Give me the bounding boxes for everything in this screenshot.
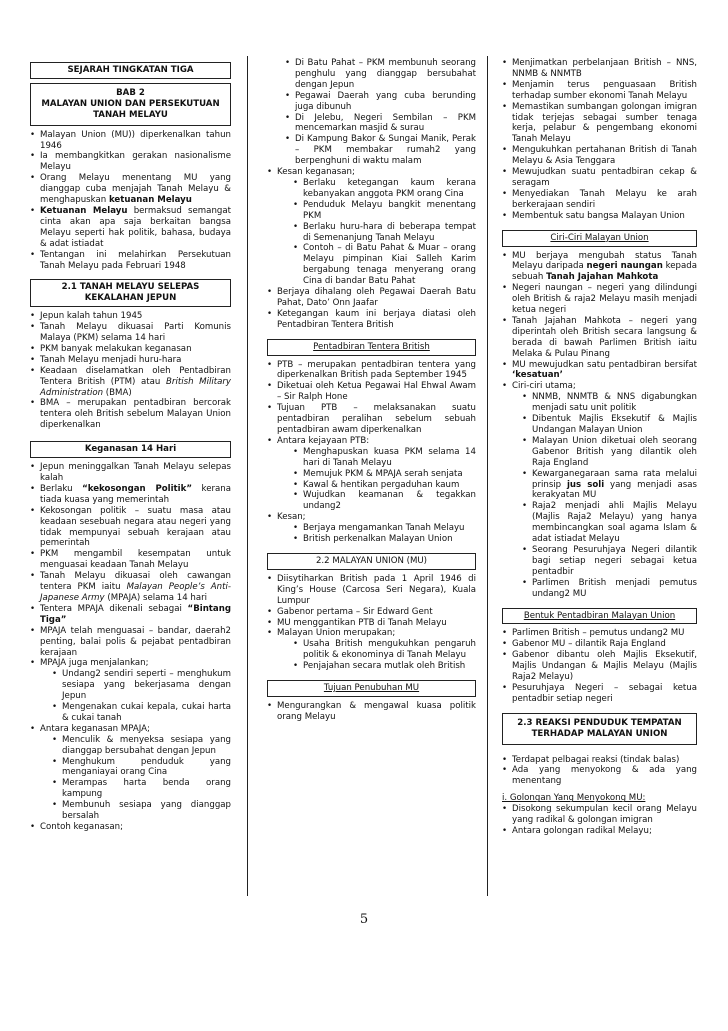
list-item: • Kewarganegaraan sama rata melalui prinsip jus soli yang menjadi asas kerakyatan MU [522, 469, 697, 502]
list-item: • Berjaya mengamankan Tanah Melayu [293, 523, 476, 534]
list-item: • Penduduk Melayu bangkit menentang PKM [293, 200, 476, 222]
keganasan-heading: Keganasan 14 Hari [30, 441, 231, 458]
list-item: • Antara keganasan MPAJA; • Menculik & menyeksa sesiapa yang dianggap bersubahat dengan Jepun • Menghukum penduduk yang menganiayai orang Cina • Merampas harta benda orang kampung • Membunuh sesiapa yang dianggap bersalah [30, 724, 231, 822]
list-item: • Tentangan ini melahirkan Persekutuan Tanah Melayu pada Februari 1948 [30, 250, 231, 272]
list-item: • Kesan keganasan; • Berlaku ketegangan kaum kerana kebanyakan anggota PKM orang Cina • Penduduk Melayu bangkit menentang PKM • Berlaku huru-hara di beberapa tempat di Semenanjung Tanah Melayu • Contoh – di Batu Pahat & Muar – orang Melayu pimpinan Kiai Salleh Karim bergabung tenaga menyerang orang Cina di bandar Batu Pahat [267, 167, 476, 287]
list-item: • Malayan Union merupakan; • Usaha British mengukuhkan pengaruh politik & ekonominya di Tanah Melayu • Penjajahan secara mutlak oleh British [267, 628, 476, 672]
list-item: • MPAJA juga menjalankan; • Undang2 sendiri seperti – menghukum sesiapa yang bekerjasama dengan Jepun • Mengenakan cukai kepala, cukai harta & cukai tanah [30, 658, 231, 723]
list-item: • Tanah Melayu dikuasai oleh cawangan tentera PKM iaitu Malayan People’s Anti-Japanese Army (MPAJA) selama 14 hari [30, 571, 231, 604]
golongan-list [502, 804, 697, 837]
list-item: • Menghukum penduduk yang menganiayai orang Cina [52, 757, 231, 779]
list-item: • Penjajahan secara mutlak oleh British [293, 661, 476, 672]
column-3 [502, 58, 697, 837]
list-item: • Menculik & menyeksa sesiapa yang dianggap bersubahat dengan Jepun [52, 735, 231, 757]
list-item: • Menjamin terus penguasaan British terhadap sumber ekonomi Tanah Melayu [502, 80, 697, 102]
chapter-heading: BAB 2 MALAYAN UNION DAN PERSEKUTUAN TANAH MELAYU [30, 83, 231, 126]
list-item: • Ia membangkitkan gerakan nasionalisme Melayu [30, 151, 231, 173]
list-item: • Gabenor dibantu oleh Majlis Eksekutif, Majlis Undangan & Majlis Melayu (Majlis Raja2 Melayu) [502, 650, 697, 683]
list-item: • Ciri-ciri utama; • NNMB, NNMTB & NNS digabungkan menjadi satu unit politik • Dibentuk Majlis Eksekutif & Majlis Undangan Malayan Union • Malayan Union diketuai oleh seorang Gabenor British yang dilantik oleh Raja England • Kewarganegaraan sama rata melalui prinsip jus soli yang menjadi asas kerakyatan MU • Raja2 menjadi ahli Majlis Melayu (Majlis Raja2 Melayu) yang hanya membincangkan soal agama Islam & adat istiadat Melayu • Seorang Pesuruhjaya Negeri dilantik bagi setiap negeri sebagai ketua pentadbir • Parlimen British menjadi pemutus undang2 MU [502, 381, 697, 599]
list-item: • Tanah Melayu dikuasai Parti Komunis Malaya (PKM) selama 14 hari [30, 322, 231, 344]
list-item: • Parlimen British menjadi pemutus undang2 MU [522, 578, 697, 600]
list-item: • MU berjaya mengubah status Tanah Melayu daripada negeri naungan kepada sebuah Tanah Jajahan Mahkota [502, 251, 697, 284]
list-item: • Seorang Pesuruhjaya Negeri dilantik bagi setiap negeri sebagai ketua pentadbir [522, 545, 697, 578]
list-item: • Mengukuhkan pertahanan British di Tanah Melayu & Asia Tenggara [502, 145, 697, 167]
list-item: • PTB – merupakan pentadbiran tentera yang diperkenalkan British pada September 1945 [267, 360, 476, 382]
section-2-1-heading: 2.1 TANAH MELAYU SELEPAS KEKALAHAN JEPUN [30, 279, 231, 307]
list-item: • Diketuai oleh Ketua Pegawai Hal Ehwal Awam – Sir Ralph Hone [267, 381, 476, 403]
intro-list [30, 130, 231, 272]
list-item: • Membentuk satu bangsa Malayan Union [502, 211, 697, 222]
list-item: • Membunuh sesiapa yang dianggap bersalah [52, 800, 231, 822]
list-item: • Di Jelebu, Negeri Sembilan – PKM mencemarkan masjid & surau [285, 113, 476, 135]
list-item: • Memujuk PKM & MPAJA serah senjata [293, 469, 476, 480]
list-item: • Berlaku “kekosongan Politik” kerana tiada kuasa yang memerintah [30, 484, 231, 506]
list-item: • Mengurangkan & mengawal kuasa politik orang Melayu [267, 701, 476, 723]
golongan-heading: i. Golongan Yang Menyokong MU: [502, 793, 646, 804]
list-item: • Kesan; • Berjaya mengamankan Tanah Melayu • British perkenalkan Malayan Union [267, 512, 476, 545]
examples-list [285, 58, 476, 167]
list-item: • Contoh keganasan; [30, 822, 231, 833]
list-item: • Memastikan sumbangan golongan imigran tidak terjejas sebagai sumber tenaga kerja, pelabur & pengembang ekonomi Tanah Melayu [502, 102, 697, 146]
list-item: • Mengenakan cukai kepala, cukai harta & cukai tanah [52, 702, 231, 724]
sec22-list [267, 574, 476, 672]
column-1 [30, 58, 231, 833]
tujuan-heading: Tujuan Penubuhan MU [267, 680, 476, 697]
list-item: • MU menggantikan PTB di Tanah Melayu [267, 618, 476, 629]
list-item: • Jepun kalah tahun 1945 [30, 311, 231, 322]
sec21-list [30, 311, 231, 431]
tujuan-list [267, 701, 476, 723]
list-item: • Pegawai Daerah yang cuba berunding juga dibunuh [285, 91, 476, 113]
list-item: • PKM banyak melakukan keganasan [30, 344, 231, 355]
list-item: • Antara kejayaan PTB: • Menghapuskan kuasa PKM selama 14 hari di Tanah Melayu • Memujuk PKM & MPAJA serah senjata • Kawal & hentikan pergaduhan kaum • Wujudkan keamanan & tegakkan undang2 [267, 436, 476, 512]
list-item: • Tentera MPAJA dikenali sebagai “Bintang Tiga” [30, 604, 231, 626]
list-item: • Tujuan PTB – melaksanakan suatu pentadbiran peralihan sebelum sebuah pentadbiran awam diperkenalkan [267, 403, 476, 436]
list-item: • Di Batu Pahat – PKM membunuh seorang penghulu yang dianggap bersubahat dengan Jepun [285, 58, 476, 91]
section-2-3-heading: 2.3 REAKSI PENDUDUK TEMPATAN TERHADAP MALAYAN UNION [502, 713, 697, 745]
column-2 [267, 58, 476, 723]
tujuan-cont-list [502, 58, 697, 222]
list-item: • PKM mengambil kesempatan untuk menguasai keadaan Tanah Melayu [30, 549, 231, 571]
list-item: • Merampas harta benda orang kampung [52, 778, 231, 800]
list-item: • Wujudkan keamanan & tegakkan undang2 [293, 490, 476, 512]
column-divider-right [487, 56, 488, 896]
section-2-2-heading: 2.2 MALAYAN UNION (MU) [267, 553, 476, 570]
keganasan-list [30, 462, 231, 833]
list-item: • British perkenalkan Malayan Union [293, 534, 476, 545]
list-item: • BMA – merupakan pentadbiran bercorak tentera oleh British sebelum Malayan Union diperkenalkan [30, 398, 231, 431]
document-title: SEJARAH TINGKATAN TIGA [30, 62, 231, 79]
list-item: • Berjaya dihalang oleh Pegawai Daerah Batu Pahat, Dato’ Onn Jaafar [267, 287, 476, 309]
list-item: • Ketuanan Melayu bermaksud semangat cinta akan apa saja berkaitan bangsa Melayu seperti hak politik, bahasa, budaya & adat istiadat [30, 206, 231, 250]
list-item: • Menjimatkan perbelanjaan British – NNS, NNMB & NNMTB [502, 58, 697, 80]
list-item: • Ketegangan kaum ini berjaya diatasi oleh Pentadbiran Tentera British [267, 309, 476, 331]
list-item: • Raja2 menjadi ahli Majlis Melayu (Majlis Raja2 Melayu) yang hanya membincangkan soal agama Islam & adat istiadat Melayu [522, 501, 697, 545]
ptb-list [267, 360, 476, 545]
list-item: • MPAJA telah menguasai – bandar, daerah2 penting, balai polis & pejabat pentadbiran kerajaan [30, 626, 231, 659]
ciri-heading: Ciri-Ciri Malayan Union [502, 230, 697, 247]
list-item: • Berlaku ketegangan kaum kerana kebanyakan anggota PKM orang Cina [293, 178, 476, 200]
list-item: • Tanah Melayu menjadi huru-hara [30, 355, 231, 366]
list-item: • Menghapuskan kuasa PKM selama 14 hari di Tanah Melayu [293, 447, 476, 469]
page-number: 5 [359, 912, 369, 927]
list-item: • Malayan Union (MU)) diperkenalkan tahun 1946 [30, 130, 231, 152]
ciri-list [502, 251, 697, 600]
list-item: • Antara golongan radikal Melayu; [502, 826, 697, 837]
list-item: • Terdapat pelbagai reaksi (tindak balas) [502, 755, 697, 766]
list-item: • Disokong sekumpulan kecil orang Melayu yang radikal & golongan imigran [502, 804, 697, 826]
list-item: • Mewujudkan suatu pentadbiran cekap & seragam [502, 167, 697, 189]
column-divider-left [247, 56, 248, 896]
list-item: • Undang2 sendiri seperti – menghukum sesiapa yang bekerjasama dengan Jepun [52, 669, 231, 702]
list-item: • Jepun meninggalkan Tanah Melayu selepas kalah [30, 462, 231, 484]
list-item: • MU mewujudkan satu pentadbiran bersifat ‘kesatuan’ [502, 360, 697, 382]
list-item: • Kekosongan politik – suatu masa atau keadaan sesebuah negara atau negeri yang tidak mempunyai sebuah kerajaan atau pemerintah [30, 506, 231, 550]
list-item: • Dibentuk Majlis Eksekutif & Majlis Undangan Malayan Union [522, 414, 697, 436]
bentuk-list [502, 628, 697, 704]
bentuk-heading: Bentuk Pentadbiran Malayan Union [502, 608, 697, 625]
list-item: • Diisytiharkan British pada 1 April 1946 di King’s House (Carcosa Seri Negara), Kuala Lumpur [267, 574, 476, 607]
list-item: • Gabenor MU – dilantik Raja England [502, 639, 697, 650]
list-item: • Parlimen British – pemutus undang2 MU [502, 628, 697, 639]
kesan-list [267, 167, 476, 331]
list-item: • Ada yang menyokong & ada yang menentang [502, 765, 697, 787]
list-item: • Berlaku huru-hara di beberapa tempat di Semenanjung Tanah Melayu [293, 222, 476, 244]
chapter-title: MALAYAN UNION DAN PERSEKUTUAN TANAH MELAYU [41, 98, 220, 120]
list-item: • NNMB, NNMTB & NNS digabungkan menjadi satu unit politik [522, 392, 697, 414]
list-item: • Menyediakan Tanah Melayu ke arah berkerajaan sendiri [502, 189, 697, 211]
list-item: • Gabenor pertama – Sir Edward Gent [267, 607, 476, 618]
list-item: • Keadaan diselamatkan oleh Pentadbiran Tentera British (PTM) atau British Military Administration (BMA) [30, 366, 231, 399]
list-item: • Pesuruhjaya Negeri – sebagai ketua pentadbir setiap negeri [502, 683, 697, 705]
list-item: • Contoh – di Batu Pahat & Muar – orang Melayu pimpinan Kiai Salleh Karim bergabung tenaga menyerang orang Cina di bandar Batu Pahat [293, 243, 476, 287]
list-item: • Usaha British mengukuhkan pengaruh politik & ekonominya di Tanah Melayu [293, 639, 476, 661]
ptb-heading: Pentadbiran Tentera British [267, 339, 476, 356]
list-item: • Kawal & hentikan pergaduhan kaum [293, 480, 476, 491]
list-item: • Malayan Union diketuai oleh seorang Gabenor British yang dilantik oleh Raja England [522, 436, 697, 469]
list-item: • Negeri naungan – negeri yang dilindungi oleh British & raja2 Melayu masih menjadi ketua negeri [502, 283, 697, 316]
sec23-list [502, 755, 697, 788]
list-item: • Di Kampung Bakor & Sungai Manik, Perak – PKM membakar rumah2 yang berpenghuni di waktu malam [285, 134, 476, 167]
list-item: • Orang Melayu menentang MU yang dianggap cuba menjajah Tanah Melayu & menghapuskan ketuanan Melayu [30, 173, 231, 206]
list-item: • Tanah Jajahan Mahkota – negeri yang diperintah oleh British secara langsung & berada di bawah Parlimen British iaitu Melaka & Pulau Pinang [502, 316, 697, 360]
